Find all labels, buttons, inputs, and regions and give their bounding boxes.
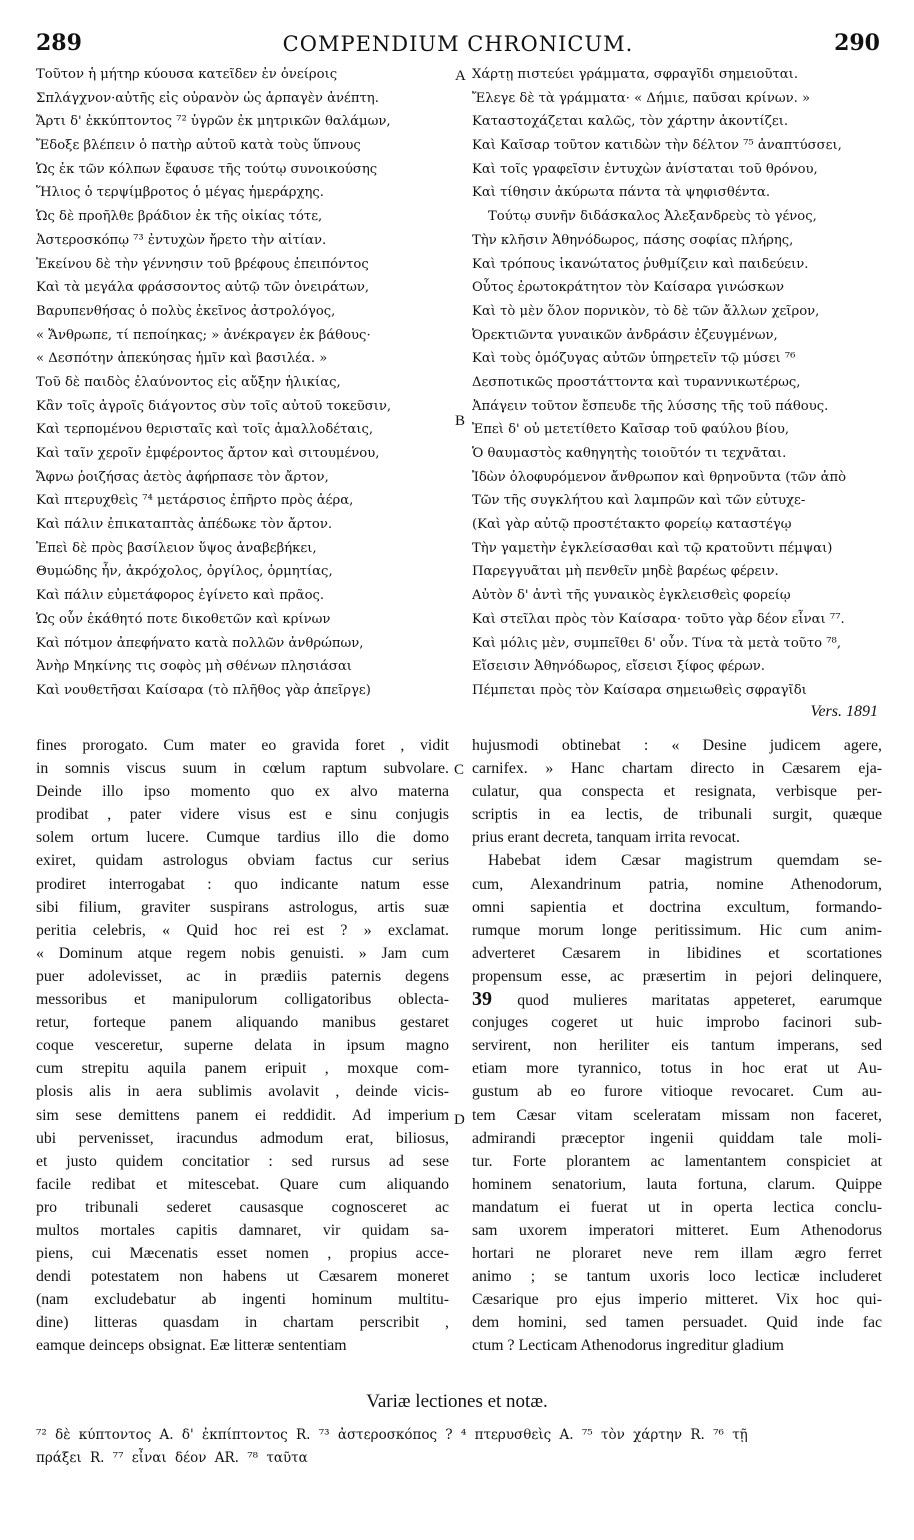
greek-verse-line: Καὶ νουθετῆσαι Καίσαρα (τὸ πλῆθος γὰρ ἀπεῖργε) xyxy=(36,682,371,698)
latin-text-line: animo ; se tantum uxoris loco lecticæ includeret xyxy=(472,1268,882,1286)
notes-heading: Variæ lectiones et notæ. xyxy=(366,1391,548,1412)
latin-text-line: « Dominum atque regem nobis genuisti. » Jam cum xyxy=(36,944,449,962)
greek-verse-line: Εἴσεισιν Ἀθηνόδωρος, εἴσεισι ξίφος φέρων. xyxy=(472,659,765,675)
greek-verse-line: Καὶ τὸ μὲν ὅλον πορνικὸν, τὸ δὲ τῶν ἄλλων χεῖρον, xyxy=(472,303,820,319)
latin-text-line: (nam excludebatur ab ingenti hominum multitu- xyxy=(36,1291,449,1309)
column-number: 39 xyxy=(472,988,518,1011)
latin-text-line: cum, Alexandrinum patria, nomine Athenodorum, xyxy=(472,875,882,893)
latin-text-line: eamque deinceps obsignat. Eæ litteræ sententiam xyxy=(36,1337,347,1355)
greek-verse-line: Ἀπάγειν τοῦτον ἔσπευδε τῆς λύσσης τῆς τοῦ πάθους. xyxy=(472,398,829,414)
variant-readings-notes xyxy=(36,1424,882,1470)
greek-verse-line: Παρεγγυᾶται μὴ πενθεῖν μηδὲ βαρέως φέρειν. xyxy=(472,564,779,580)
latin-text-line: sibi filium, graviter suspirans astrologus, artis suæ xyxy=(36,898,449,916)
greek-verse-line: Ἐκείνου δὲ τὴν γέννησιν τοῦ βρέφους ἐπειπόντος xyxy=(36,256,369,272)
latin-text-line: etiam more tyrannico, totus in hoc erat ut Au- xyxy=(472,1060,882,1078)
greek-verse-line: Καὶ τίθησιν ἀκύρωτα πάντα τὰ ψηφισθέντα. xyxy=(472,185,771,201)
greek-verse-line: Τῶν τῆς συγκλήτου καὶ λαμπρῶν καὶ τῶν εὐτυχε- xyxy=(472,493,806,509)
greek-verse-line: Αὐτὸν δ' ἀντὶ τῆς γυναικὸς ἐγκλεισθεὶς φορείῳ xyxy=(472,588,791,604)
latin-text-line: sim sese demittens panem ei reddidit. Ad imperium xyxy=(36,1106,449,1124)
greek-verse-line: Καὶ τοῖς γραφεῖσιν ἐντυχὼν ἀνίσταται τοῦ θρόνου, xyxy=(472,161,818,177)
greek-verse-line: Ὁ θαυμαστὸς καθηγητὴς τοιοῦτόν τι τεχνᾶται. xyxy=(472,446,787,461)
greek-verse-line: Ἄρτι δ' ἐκκύπτοντος ⁷² ὑγρῶν ἐκ μητρικῶν θαλάμων, xyxy=(36,114,391,130)
greek-verse-line: Καὶ τὰ μεγάλα φράσσοντος αὐτῷ τῶν ὀνειράτων, xyxy=(36,280,370,296)
greek-verse-line: Χάρτῃ πιστεύει γράμματα, σφραγῖδι σημειοῦται. xyxy=(472,67,799,82)
latin-text-line: rumque morum longe peritissimum. Hic cum anim- xyxy=(472,921,882,939)
greek-verse-line: « Ἄνθρωπε, τί πεποίηκας; » ἀνέκραγεν ἐκ βάθους· xyxy=(36,327,371,343)
greek-verse-line: Καὶ ταῖν χεροῖν ἐμφέροντος ἄρτον καὶ σιτουμένου, xyxy=(36,446,380,461)
latin-text-line: facile redibat et mitescebat. Quare cum aliquando xyxy=(36,1175,449,1193)
greek-verse-right-column xyxy=(472,63,882,703)
latin-text-line: omni sapientia et doctrina excultum, formando- xyxy=(472,898,882,916)
greek-verse-line: Καὶ μόλις μὲν, συμπεῖθει δ' οὖν. Τίνα τὰ μετὰ τοῦτο ⁷⁸, xyxy=(472,635,842,651)
latin-text-line: propensum esse, ac præsertim in pejori delinquere, xyxy=(472,967,882,985)
greek-verse-line: Ἔδοξε βλέπειν ὁ πατὴρ αὐτοῦ κατὰ τοὺς ὕπνους xyxy=(36,138,361,154)
latin-text-line: peritia celebris, « Quid hoc rei est ? » exclamat. xyxy=(36,921,449,939)
greek-verse-line: Καὶ πότμον ἀπεφήνατο κατὰ πολλῶν ἀνθρώπων, xyxy=(36,635,364,651)
latin-translation-right-column xyxy=(472,734,882,1358)
latin-text-line: dendi potestatem non habens ut Cæsarem moneret xyxy=(36,1268,449,1286)
greek-verse-line: Ἥλιος ὁ τερψίμβροτος ὁ μέγας ἡμεράρχης. xyxy=(36,185,324,201)
greek-verse-line: Τοῦτον ἡ μήτηρ κύουσα κατεῖδεν ἐν ὀνείροις xyxy=(36,67,338,82)
greek-verse-line: Καὶ Καῖσαρ τοῦτον κατιδὼν τὴν δέλτον ⁷⁵ ἀναπτύσσει, xyxy=(472,138,842,154)
greek-verse-line: Καὶ στεῖλαι πρὸς τὸν Καίσαρα· τοῦτο γὰρ δέον εἶναι ⁷⁷. xyxy=(472,611,845,627)
latin-text-line: gustum ab eo furore vitioque revocaret. Cum au- xyxy=(472,1083,882,1101)
page-number-right: 290 xyxy=(834,30,880,56)
greek-verse-line: Ἀνὴρ Μηκίνης τις σοφὸς μὴ σθένων πλησιάσαι xyxy=(36,659,352,675)
latin-text-line: prius erant decreta, tanquam irrita revocat. xyxy=(472,829,740,847)
greek-verse-line: Ἀστεροσκόπῳ ⁷³ ἐντυχὼν ἤρετο τὴν αἰτίαν. xyxy=(36,232,327,248)
greek-verse-line: Βαρυπενθήσας ὁ πολὺς ἐκεῖνος ἀστρολόγος, xyxy=(36,303,336,319)
margin-letter-b: B xyxy=(455,413,466,429)
latin-translation-left-column xyxy=(36,734,449,1358)
latin-text-line: retur, forteque panem aliquando manibus gestaret xyxy=(36,1014,449,1032)
latin-text-line: admirandi præceptor ingenii quiddam tale moli- xyxy=(472,1129,882,1147)
greek-verse-line: Τὴν γαμετὴν ἐγκλείσασθαι καὶ τῷ κρατοῦντι πέμψαι) xyxy=(472,540,833,556)
greek-verse-line: Ἔλεγε δὲ τὰ γράμματα· « Δήμιε, παῦσαι κρίνων. » xyxy=(472,90,811,106)
greek-verse-line: Σπλάγχνον·αὐτῆς εἰς οὐρανὸν ὡς ἁρπαγὲν ἀνέπτη. xyxy=(36,90,379,106)
greek-verse-line: Καὶ πάλιν εὐμετάφορος ἐγίνετο καὶ πρᾶος. xyxy=(36,588,325,604)
greek-verse-line: Ἐπεὶ δ' οὐ μετετίθετο Καῖσαρ τοῦ φαύλου βίου, xyxy=(472,422,790,438)
latin-text-line: plosis alis in aera sublimis avolavit , deinde vicis- xyxy=(36,1083,449,1101)
latin-text-line: mandatum ei fuerat ut in operta lectica conclu- xyxy=(472,1198,882,1216)
greek-verse-line: Ἐπεὶ δὲ πρὸς βασίλειον ὕψος ἀναβεβήκει, xyxy=(36,540,317,556)
greek-verse-line: (Καὶ γὰρ αὐτῷ προστέτακτο φορείῳ καταστέγῳ xyxy=(472,517,792,533)
latin-text-line: piens, cui Mæcenatis esset nomen , propius acce- xyxy=(36,1245,449,1263)
latin-text-line: conjuges cogeret ut huic improbo facinori sub- xyxy=(472,1014,882,1032)
latin-text-line: prodibat , pater videre visus est e sinu conjugis xyxy=(36,806,449,824)
greek-verse-line: Τούτῳ συνῆν διδάσκαλος Ἀλεξανδρεὺς τὸ γένος, xyxy=(488,209,817,225)
latin-text-line: puer adolevisset, ac in prædiis paternis degens xyxy=(36,967,449,985)
latin-text-line: servirent, non heriliter eis tantum imperans, sed xyxy=(472,1037,882,1055)
latin-text-line: Cæsarique pro ejus imperio mitteret. Vix hoc qui- xyxy=(472,1291,882,1309)
latin-text-line: hortari ne ploraret neve rem illam ægro ferret xyxy=(472,1245,882,1263)
latin-text-line: tur. Forte plorantem ac lamentantem conspiciet at xyxy=(472,1152,882,1170)
latin-text-line: tem Cæsar vitam sceleratam missam non faceret, xyxy=(472,1106,882,1124)
greek-verse-line: Τὴν κλῆσιν Ἀθηνόδωρος, πάσης σοφίας πλήρης, xyxy=(472,232,794,248)
latin-text-line: adverteret Cæsarem in libidines et scortationes xyxy=(472,944,882,962)
latin-text-line: cum strepitu aquila panem eripuit , moxque com- xyxy=(36,1060,449,1078)
greek-verse-left-column xyxy=(36,63,454,703)
latin-text-line: messoribus et manipulorum colligatoribus oblecta- xyxy=(36,991,449,1009)
latin-text-line: ubi pervenisset, iracundus admodum erat, biliosus, xyxy=(36,1129,449,1147)
latin-text-line: hominem senatorium, lauta fortuna, clarum. Quippe xyxy=(472,1175,882,1193)
greek-verse-line: Καὶ τερπομένου θερισταῖς καὶ τοῖς ἀμαλλοδέταις, xyxy=(36,422,374,438)
greek-verse-line: Οὗτος ἐρωτοκράτητον τὸν Καίσαρα γινώσκων xyxy=(472,280,784,296)
margin-letter-d: D xyxy=(454,1112,465,1128)
greek-verse-line: Ἄφνω ῥοιζήσας ἀετὸς ἀφήρπασε τὸν ἄρτον, xyxy=(36,469,329,485)
latin-text-line: prodiret interrogabat : quo indicante natum esse xyxy=(36,875,449,893)
greek-verse-line: Ὀρεκτιῶντα γυναικῶν ἀνδράσιν ἐζευγμένων, xyxy=(472,327,778,343)
latin-text-line: in somnis viscus suum in cœlum raptum subvolare. xyxy=(36,760,449,778)
note-line: πράξει R. ⁷⁷ εἶναι δέον AR. ⁷⁸ ταῦτα xyxy=(36,1450,308,1466)
latin-text-line: fines prorogato. Cum mater eo gravida foret , vidit xyxy=(36,737,449,754)
margin-letter-c: C xyxy=(454,762,465,778)
greek-verse-line: Καὶ πτερυχθεὶς ⁷⁴ μετάρσιος ἐπῆρτο πρὸς ἀέρα, xyxy=(36,493,354,509)
latin-text-line: ctum ? Lecticam Athenodorus ingreditur gladium xyxy=(472,1337,784,1355)
greek-verse-line: Τοῦ δὲ παιδὸς ἐλαύνοντος εἰς αὔξην ἡλικίας, xyxy=(36,374,341,390)
latin-text-line: exiret, quidam astrologus obviam factus cur serius xyxy=(36,852,449,870)
verse-number: Vers. 1891 xyxy=(810,703,878,720)
running-title: COMPENDIUM CHRONICUM. xyxy=(282,32,634,56)
greek-verse-line: Καταστοχάζεται καλῶς, τὸν χάρτην ἀκοντίζει. xyxy=(472,114,789,130)
greek-verse-line: Ὡς οὖν ἐκάθητό ποτε δικοθετῶν καὶ κρίνων xyxy=(36,611,331,627)
latin-text-line: hujusmodi obtinebat : « Desine judicem agere, xyxy=(472,737,882,754)
latin-text-line xyxy=(472,988,882,1011)
greek-verse-line: Ἰδὼν ὀλοφυρόμενον ἄνθρωπον καὶ θρηνοῦντα (τῶν ἀπὸ xyxy=(472,469,847,485)
greek-verse-line: Δεσποτικῶς προστάττοντα καὶ τυραννικωτέρως, xyxy=(472,374,801,390)
greek-verse-line: Ὡς ἐκ τῶν κόλπων ἔφαυσε τῆς τούτῳ συνοικούσης xyxy=(36,161,378,177)
greek-verse-line: Θυμώδης ἦν, ἀκρόχολος, ὀργίλος, ὁρμητίας, xyxy=(36,564,333,580)
greek-verse-line: Καὶ τοὺς ὁμόζυγας αὐτῶν ὑπηρετεῖν τῷ μύσει ⁷⁶ xyxy=(472,351,796,367)
latin-text-line: carnifex. » Hanc chartam directo in Cæsarem eja- xyxy=(472,760,882,778)
greek-verse-line: Πέμπεται πρὸς τὸν Καίσαρα σημειωθεὶς σφραγῖδι xyxy=(472,682,807,698)
latin-text-line: culatur, qua conspecta et resignata, verbisque per- xyxy=(472,783,882,801)
page-header xyxy=(36,30,880,58)
page-number-left: 289 xyxy=(36,30,82,56)
greek-verse-line: « Δεσπότην ἀπεκύησας ἡμῖν καὶ βασιλέα. » xyxy=(36,351,328,367)
latin-text-line: solem ortum lucere. Cumque tardius illo die domo xyxy=(36,829,449,847)
greek-verse-line: Ὡς δὲ προῆλθε βράδιον ἐκ τῆς οἰκίας τότε, xyxy=(36,209,323,225)
latin-text-line: Habebat idem Cæsar magistrum quemdam se- xyxy=(488,852,882,870)
margin-letter-a: A xyxy=(455,68,466,84)
latin-text-line: multos mortales capitis damnaret, vir quidam sa- xyxy=(36,1221,449,1239)
note-line: ⁷² δὲ κύπτοντος A. δ' ἐκπίπτοντος R. ⁷³ ἀστεροσκόπος ? ⁴ πτερυσθεὶς A. ⁷⁵ τὸν χάρτην R. ⁷⁶ τῇ xyxy=(36,1427,748,1443)
latin-text-fragment: quod mulieres maritatas appeteret, earumque xyxy=(517,992,882,1010)
latin-text-line: scriptis in ea lectis, de tribunali surgit, quæque xyxy=(472,806,882,824)
latin-text-line: Deinde illo ipso momento quo ex alvo materna xyxy=(36,783,449,801)
latin-text-line: pro tribunali sederet causasque cognosceret ac xyxy=(36,1198,449,1216)
greek-verse-line: Κἂν τοῖς ἀγροῖς διάγοντος σὺν τοῖς αὐτοῦ τοκεῦσιν, xyxy=(36,398,392,414)
latin-text-line: coque vesceretur, superne delata in ipsum magno xyxy=(36,1037,449,1055)
greek-verse-line: Καὶ πάλιν ἐπικαταπτὰς ἀπέδωκε τὸν ἄρτον. xyxy=(36,517,333,533)
latin-text-line: dine) litteras quasdam in chartam perscribit , xyxy=(36,1314,449,1332)
latin-text-line: dem homini, sed tamen persuadet. Quid inde fac xyxy=(472,1314,882,1332)
latin-text-line: et justo quidem concitatior : sed rursus ad sese xyxy=(36,1152,449,1170)
latin-text-line: sam uxorem imperatori mitteret. Eum Athenodorus xyxy=(472,1221,882,1239)
greek-verse-line: Καὶ τρόπους ἱκανώτατος ῥυθμίζειν καὶ παιδεύειν. xyxy=(472,256,809,272)
